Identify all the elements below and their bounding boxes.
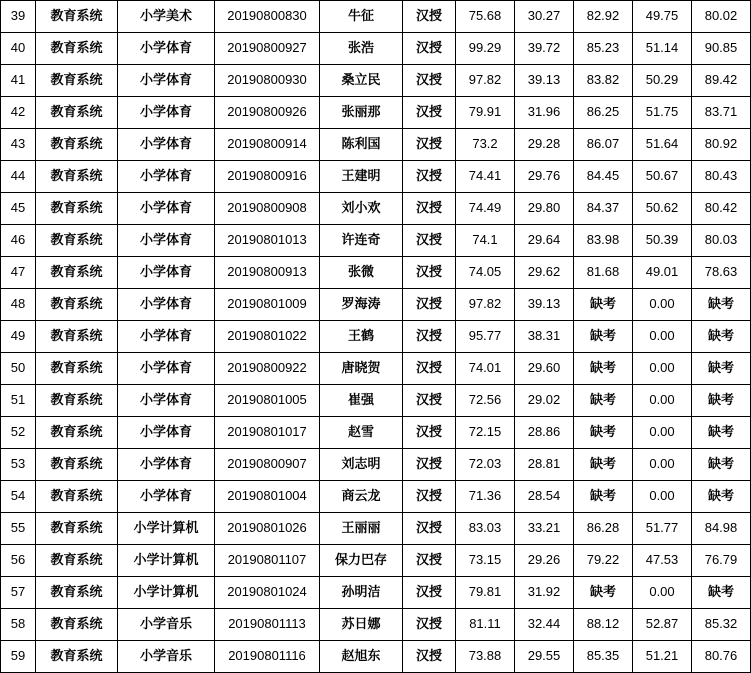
row-index: 58: [1, 609, 36, 641]
candidate-name: 刘志明: [320, 449, 403, 481]
score-table-body: [1, 1, 751, 673]
score-3: 缺考: [574, 385, 633, 417]
table-row: [1, 385, 751, 417]
admission-number: 20190801009: [215, 289, 320, 321]
score-2: 28.81: [515, 449, 574, 481]
table-row: [1, 225, 751, 257]
post-name: 小学体育: [118, 65, 215, 97]
admission-number: 20190801017: [215, 417, 320, 449]
unit-category: 教育系统: [36, 609, 118, 641]
admission-number: 20190801004: [215, 481, 320, 513]
score-5: 缺考: [692, 385, 751, 417]
score-2: 29.62: [515, 257, 574, 289]
score-5: 76.79: [692, 545, 751, 577]
candidate-name: 张浩: [320, 33, 403, 65]
row-index: 49: [1, 321, 36, 353]
candidate-name: 商云龙: [320, 481, 403, 513]
candidate-name: 王建明: [320, 161, 403, 193]
score-4: 0.00: [633, 321, 692, 353]
score-3: 缺考: [574, 289, 633, 321]
teaching-language: 汉授: [403, 577, 456, 609]
post-name: 小学美术: [118, 1, 215, 33]
score-3: 缺考: [574, 321, 633, 353]
score-4: 0.00: [633, 449, 692, 481]
score-5: 缺考: [692, 481, 751, 513]
score-3: 86.07: [574, 129, 633, 161]
teaching-language: 汉授: [403, 289, 456, 321]
admission-number: 20190800913: [215, 257, 320, 289]
score-4: 50.39: [633, 225, 692, 257]
row-index: 47: [1, 257, 36, 289]
admission-number: 20190800914: [215, 129, 320, 161]
score-2: 28.86: [515, 417, 574, 449]
post-name: 小学体育: [118, 385, 215, 417]
row-index: 40: [1, 33, 36, 65]
score-5: 78.63: [692, 257, 751, 289]
unit-category: 教育系统: [36, 641, 118, 673]
candidate-name: 苏日娜: [320, 609, 403, 641]
post-name: 小学体育: [118, 97, 215, 129]
table-row: [1, 577, 751, 609]
score-4: 0.00: [633, 577, 692, 609]
score-4: 49.01: [633, 257, 692, 289]
row-index: 57: [1, 577, 36, 609]
admission-number: 20190800830: [215, 1, 320, 33]
score-5: 85.32: [692, 609, 751, 641]
score-2: 31.96: [515, 97, 574, 129]
row-index: 39: [1, 1, 36, 33]
score-4: 51.75: [633, 97, 692, 129]
row-index: 51: [1, 385, 36, 417]
teaching-language: 汉授: [403, 545, 456, 577]
candidate-name: 许连奇: [320, 225, 403, 257]
candidate-name: 张丽那: [320, 97, 403, 129]
candidate-name: 赵旭东: [320, 641, 403, 673]
admission-number: 20190800930: [215, 65, 320, 97]
unit-category: 教育系统: [36, 33, 118, 65]
score-4: 52.87: [633, 609, 692, 641]
teaching-language: 汉授: [403, 513, 456, 545]
row-index: 45: [1, 193, 36, 225]
score-3: 83.98: [574, 225, 633, 257]
admission-number: 20190800907: [215, 449, 320, 481]
score-5: 80.92: [692, 129, 751, 161]
score-3: 86.28: [574, 513, 633, 545]
post-name: 小学体育: [118, 193, 215, 225]
score-5: 缺考: [692, 353, 751, 385]
candidate-name: 刘小欢: [320, 193, 403, 225]
score-4: 49.75: [633, 1, 692, 33]
score-5: 80.43: [692, 161, 751, 193]
admission-number: 20190801116: [215, 641, 320, 673]
score-1: 99.29: [456, 33, 515, 65]
score-4: 51.64: [633, 129, 692, 161]
score-1: 71.36: [456, 481, 515, 513]
admission-number: 20190801026: [215, 513, 320, 545]
row-index: 56: [1, 545, 36, 577]
admission-number: 20190801005: [215, 385, 320, 417]
row-index: 59: [1, 641, 36, 673]
teaching-language: 汉授: [403, 417, 456, 449]
score-2: 29.64: [515, 225, 574, 257]
row-index: 55: [1, 513, 36, 545]
post-name: 小学计算机: [118, 545, 215, 577]
post-name: 小学体育: [118, 161, 215, 193]
candidate-name: 牛征: [320, 1, 403, 33]
post-name: 小学体育: [118, 417, 215, 449]
unit-category: 教育系统: [36, 129, 118, 161]
teaching-language: 汉授: [403, 193, 456, 225]
post-name: 小学体育: [118, 225, 215, 257]
admission-number: 20190800908: [215, 193, 320, 225]
unit-category: 教育系统: [36, 577, 118, 609]
score-4: 50.67: [633, 161, 692, 193]
score-1: 83.03: [456, 513, 515, 545]
score-4: 51.77: [633, 513, 692, 545]
score-2: 32.44: [515, 609, 574, 641]
score-4: 50.29: [633, 65, 692, 97]
admission-number: 20190800916: [215, 161, 320, 193]
score-4: 0.00: [633, 353, 692, 385]
table-row: [1, 609, 751, 641]
admission-number: 20190800927: [215, 33, 320, 65]
score-3: 84.45: [574, 161, 633, 193]
admission-number: 20190801113: [215, 609, 320, 641]
teaching-language: 汉授: [403, 161, 456, 193]
table-row: [1, 65, 751, 97]
post-name: 小学体育: [118, 481, 215, 513]
candidate-name: 张微: [320, 257, 403, 289]
admission-number: 20190800926: [215, 97, 320, 129]
unit-category: 教育系统: [36, 257, 118, 289]
row-index: 50: [1, 353, 36, 385]
score-2: 29.55: [515, 641, 574, 673]
admission-number: 20190801107: [215, 545, 320, 577]
teaching-language: 汉授: [403, 33, 456, 65]
post-name: 小学体育: [118, 33, 215, 65]
table-row: [1, 545, 751, 577]
score-4: 47.53: [633, 545, 692, 577]
row-index: 41: [1, 65, 36, 97]
score-5: 缺考: [692, 577, 751, 609]
score-1: 73.15: [456, 545, 515, 577]
teaching-language: 汉授: [403, 449, 456, 481]
score-5: 缺考: [692, 289, 751, 321]
teaching-language: 汉授: [403, 129, 456, 161]
teaching-language: 汉授: [403, 481, 456, 513]
teaching-language: 汉授: [403, 257, 456, 289]
score-1: 81.11: [456, 609, 515, 641]
teaching-language: 汉授: [403, 97, 456, 129]
teaching-language: 汉授: [403, 65, 456, 97]
score-2: 33.21: [515, 513, 574, 545]
candidate-name: 孙明洁: [320, 577, 403, 609]
table-row: [1, 449, 751, 481]
row-index: 48: [1, 289, 36, 321]
post-name: 小学体育: [118, 129, 215, 161]
score-3: 缺考: [574, 577, 633, 609]
table-row: [1, 33, 751, 65]
score-4: 0.00: [633, 481, 692, 513]
post-name: 小学计算机: [118, 577, 215, 609]
unit-category: 教育系统: [36, 545, 118, 577]
score-1: 97.82: [456, 289, 515, 321]
score-1: 72.03: [456, 449, 515, 481]
score-5: 80.03: [692, 225, 751, 257]
score-3: 79.22: [574, 545, 633, 577]
score-2: 39.13: [515, 65, 574, 97]
table-row: [1, 641, 751, 673]
score-1: 95.77: [456, 321, 515, 353]
unit-category: 教育系统: [36, 225, 118, 257]
unit-category: 教育系统: [36, 193, 118, 225]
unit-category: 教育系统: [36, 1, 118, 33]
table-row: [1, 257, 751, 289]
row-index: 42: [1, 97, 36, 129]
score-5: 缺考: [692, 417, 751, 449]
score-1: 73.88: [456, 641, 515, 673]
row-index: 54: [1, 481, 36, 513]
score-1: 79.91: [456, 97, 515, 129]
score-2: 39.72: [515, 33, 574, 65]
score-3: 85.23: [574, 33, 633, 65]
score-3: 缺考: [574, 353, 633, 385]
score-1: 74.1: [456, 225, 515, 257]
teaching-language: 汉授: [403, 225, 456, 257]
score-2: 29.76: [515, 161, 574, 193]
unit-category: 教育系统: [36, 161, 118, 193]
candidate-name: 桑立民: [320, 65, 403, 97]
unit-category: 教育系统: [36, 65, 118, 97]
post-name: 小学音乐: [118, 641, 215, 673]
score-2: 31.92: [515, 577, 574, 609]
candidate-name: 崔强: [320, 385, 403, 417]
row-index: 52: [1, 417, 36, 449]
admission-number: 20190801013: [215, 225, 320, 257]
teaching-language: 汉授: [403, 321, 456, 353]
teaching-language: 汉授: [403, 385, 456, 417]
candidate-name: 赵雪: [320, 417, 403, 449]
score-5: 缺考: [692, 321, 751, 353]
score-3: 88.12: [574, 609, 633, 641]
score-5: 缺考: [692, 449, 751, 481]
unit-category: 教育系统: [36, 481, 118, 513]
table-row: [1, 129, 751, 161]
candidate-name: 罗海涛: [320, 289, 403, 321]
post-name: 小学计算机: [118, 513, 215, 545]
score-2: 29.28: [515, 129, 574, 161]
score-1: 72.56: [456, 385, 515, 417]
post-name: 小学体育: [118, 353, 215, 385]
post-name: 小学体育: [118, 257, 215, 289]
table-row: [1, 417, 751, 449]
score-1: 74.49: [456, 193, 515, 225]
score-4: 0.00: [633, 385, 692, 417]
score-1: 79.81: [456, 577, 515, 609]
unit-category: 教育系统: [36, 385, 118, 417]
row-index: 46: [1, 225, 36, 257]
row-index: 44: [1, 161, 36, 193]
score-5: 89.42: [692, 65, 751, 97]
candidate-name: 陈利国: [320, 129, 403, 161]
score-3: 81.68: [574, 257, 633, 289]
admission-number: 20190800922: [215, 353, 320, 385]
score-4: 51.21: [633, 641, 692, 673]
score-2: 39.13: [515, 289, 574, 321]
admission-number: 20190801022: [215, 321, 320, 353]
score-3: 84.37: [574, 193, 633, 225]
post-name: 小学体育: [118, 449, 215, 481]
score-3: 83.82: [574, 65, 633, 97]
teaching-language: 汉授: [403, 609, 456, 641]
score-3: 85.35: [574, 641, 633, 673]
score-1: 73.2: [456, 129, 515, 161]
score-1: 75.68: [456, 1, 515, 33]
score-5: 90.85: [692, 33, 751, 65]
score-4: 0.00: [633, 417, 692, 449]
teaching-language: 汉授: [403, 641, 456, 673]
unit-category: 教育系统: [36, 513, 118, 545]
score-4: 50.62: [633, 193, 692, 225]
score-5: 80.76: [692, 641, 751, 673]
score-1: 74.41: [456, 161, 515, 193]
row-index: 53: [1, 449, 36, 481]
score-2: 29.02: [515, 385, 574, 417]
score-1: 97.82: [456, 65, 515, 97]
unit-category: 教育系统: [36, 97, 118, 129]
table-row: [1, 97, 751, 129]
table-row: [1, 481, 751, 513]
score-3: 缺考: [574, 417, 633, 449]
candidate-name: 王丽丽: [320, 513, 403, 545]
table-row: [1, 513, 751, 545]
score-1: 72.15: [456, 417, 515, 449]
score-2: 28.54: [515, 481, 574, 513]
table-row: [1, 321, 751, 353]
unit-category: 教育系统: [36, 321, 118, 353]
admission-number: 20190801024: [215, 577, 320, 609]
table-row: [1, 1, 751, 33]
score-5: 80.42: [692, 193, 751, 225]
post-name: 小学体育: [118, 321, 215, 353]
teaching-language: 汉授: [403, 353, 456, 385]
table-row: [1, 353, 751, 385]
candidate-name: 王鹤: [320, 321, 403, 353]
post-name: 小学音乐: [118, 609, 215, 641]
score-5: 83.71: [692, 97, 751, 129]
table-row: [1, 161, 751, 193]
score-1: 74.05: [456, 257, 515, 289]
score-2: 38.31: [515, 321, 574, 353]
score-3: 缺考: [574, 481, 633, 513]
table-row: [1, 193, 751, 225]
candidate-name: 唐晓贺: [320, 353, 403, 385]
row-index: 43: [1, 129, 36, 161]
unit-category: 教育系统: [36, 289, 118, 321]
score-5: 80.02: [692, 1, 751, 33]
score-4: 51.14: [633, 33, 692, 65]
teaching-language: 汉授: [403, 1, 456, 33]
unit-category: 教育系统: [36, 353, 118, 385]
score-1: 74.01: [456, 353, 515, 385]
score-2: 29.80: [515, 193, 574, 225]
score-2: 29.60: [515, 353, 574, 385]
candidate-name: 保力巴存: [320, 545, 403, 577]
unit-category: 教育系统: [36, 449, 118, 481]
table-row: [1, 289, 751, 321]
score-2: 29.26: [515, 545, 574, 577]
unit-category: 教育系统: [36, 417, 118, 449]
score-3: 缺考: [574, 449, 633, 481]
score-4: 0.00: [633, 289, 692, 321]
post-name: 小学体育: [118, 289, 215, 321]
score-2: 30.27: [515, 1, 574, 33]
score-3: 82.92: [574, 1, 633, 33]
score-3: 86.25: [574, 97, 633, 129]
score-5: 84.98: [692, 513, 751, 545]
